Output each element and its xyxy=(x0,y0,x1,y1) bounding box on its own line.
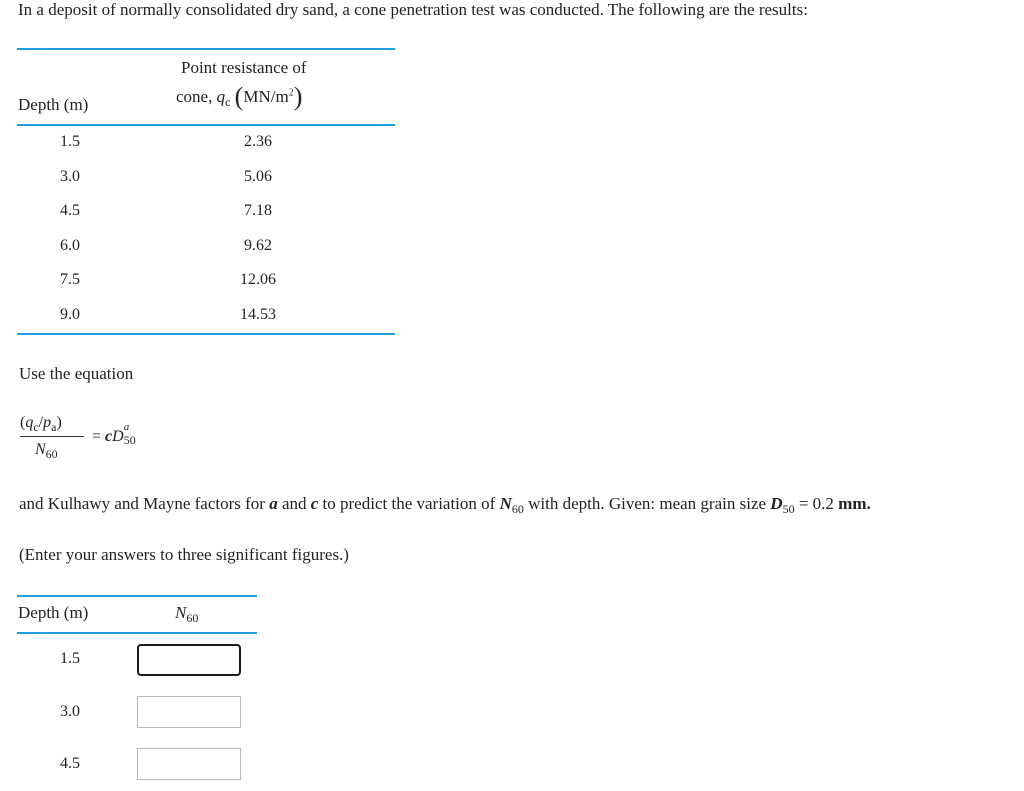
table-bottom-rule xyxy=(17,333,395,335)
table-cell-depth: 3.0 xyxy=(60,168,80,185)
equation-lead-in: Use the equation xyxy=(19,364,134,383)
table-cell-qc: 14.53 xyxy=(240,306,276,323)
table-top-rule xyxy=(17,48,395,50)
equation-numerator: $(q_c/p_a)$ xyxy=(20,414,62,434)
table-cell-depth: 7.5 xyxy=(60,271,80,288)
equation-rhs: = cD a 50 xyxy=(92,421,136,447)
depth-header: Depth (m) xyxy=(18,95,89,114)
table-cell-qc: 2.36 xyxy=(244,133,272,150)
problem-statement: In a deposit of normally consolidated dry sand, a cone penetration test was conducted. The following are the results: xyxy=(18,0,808,19)
given-statement: and Kulhawy and Mayne factors for a and c to predict the variation of $N_{60}$ with depth. Given: mean grain size $D_{50} = 0.2$ mm. xyxy=(19,494,871,516)
n60-answer-input[interactable] xyxy=(137,696,241,728)
answer-row-depth: 3.0 xyxy=(60,703,80,720)
answer-table-top-rule xyxy=(17,595,257,597)
table-cell-depth: 4.5 xyxy=(60,202,80,219)
table-cell-qc: 9.62 xyxy=(244,237,272,254)
table-cell-depth: 1.5 xyxy=(60,133,80,150)
table-header-rule xyxy=(17,124,395,126)
n60-answer-input[interactable] xyxy=(137,644,241,676)
n60-answer-input[interactable] xyxy=(137,748,241,780)
qc-header-line2: cone, $q_c$ $(MN/m^2)$ xyxy=(176,82,303,111)
qc-header-line1: Point resistance of xyxy=(181,58,307,77)
table-cell-qc: 7.18 xyxy=(244,202,272,219)
fraction-bar xyxy=(20,436,84,437)
answer-row-depth: 1.5 xyxy=(60,650,80,667)
table-cell-depth: 9.0 xyxy=(60,306,80,323)
answer-table-header-rule xyxy=(17,632,257,634)
equation-denominator: $N_{60}$ xyxy=(35,441,58,461)
answer-row-depth: 4.5 xyxy=(60,755,80,772)
table-cell-qc: 12.06 xyxy=(240,271,276,288)
table-cell-depth: 6.0 xyxy=(60,237,80,254)
instruction-text: (Enter your answers to three significant figures.) xyxy=(19,545,349,564)
answer-n60-header: $N_{60}$ xyxy=(175,603,199,625)
answer-depth-header: Depth (m) xyxy=(18,603,89,622)
table-cell-qc: 5.06 xyxy=(244,168,272,185)
